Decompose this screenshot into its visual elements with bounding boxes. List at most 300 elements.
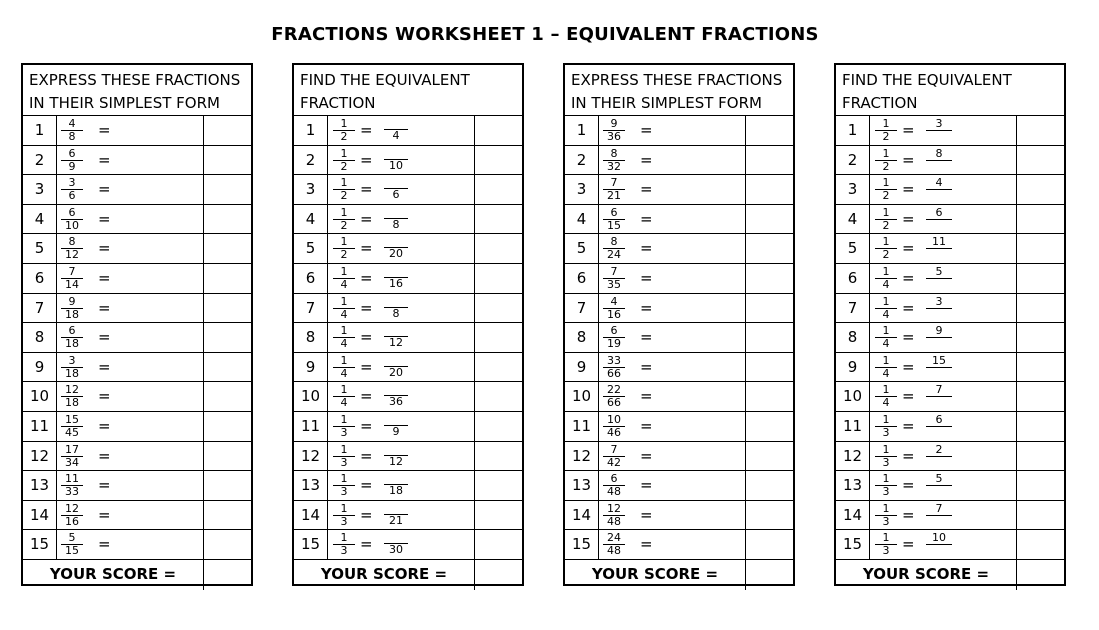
question-number: 2 [836,146,870,175]
numerator: 1 [875,323,897,338]
numerator: 1 [875,175,897,190]
score-row [836,560,1064,590]
target-denominator: 12 [389,336,403,350]
fraction [333,175,355,202]
heading-line-2: IN THEIR SIMPLEST FORM [29,94,220,112]
numerator: 7 [61,264,83,279]
answer-box[interactable] [745,530,793,559]
answer-box[interactable] [1016,205,1064,234]
numerator: 1 [333,234,355,249]
answer-box[interactable] [745,442,793,471]
answer-blank[interactable] [384,530,408,544]
equals-sign: = [902,416,915,435]
equals-sign: = [640,209,653,228]
answer-box[interactable] [745,323,793,352]
equals-sign: = [902,209,915,228]
answer-box[interactable] [474,264,522,293]
answer-box[interactable] [1016,234,1064,263]
answer-box[interactable] [1016,501,1064,530]
answer-blank[interactable] [384,323,408,337]
answer-box[interactable] [1016,294,1064,323]
answer-blank[interactable] [384,442,408,456]
answer-box[interactable] [1016,264,1064,293]
answer-box[interactable] [203,323,251,352]
answer-box[interactable] [474,471,522,500]
fraction [333,294,355,321]
denominator: 4 [882,337,890,351]
question-row [294,530,522,560]
numerator: 1 [875,501,897,516]
question-row [836,294,1064,324]
denominator: 10 [65,218,79,232]
question-row [565,175,793,205]
question-number: 1 [23,116,57,145]
answer-box[interactable] [1016,323,1064,352]
question-row [294,116,522,146]
answer-box[interactable] [474,382,522,411]
fraction [603,234,625,261]
answer-box[interactable] [474,323,522,352]
equals-sign: = [360,535,373,554]
numerator: 1 [875,205,897,220]
numerator: 1 [875,353,897,368]
numerator: 6 [603,323,625,338]
equals-sign: = [360,150,373,169]
score-box[interactable] [203,560,251,590]
equals-sign: = [640,357,653,376]
numerator: 1 [333,530,355,545]
answer-box[interactable] [474,175,522,204]
fraction [875,530,897,557]
answer-blank[interactable] [384,175,408,189]
answer-fraction [384,146,408,172]
answer-box[interactable] [745,412,793,441]
answer-blank[interactable] [384,116,408,130]
answer-blank[interactable] [384,146,408,160]
target-denominator: 21 [389,513,403,527]
answer-box[interactable] [745,146,793,175]
answer-box[interactable] [745,116,793,145]
numerator: 5 [61,530,83,545]
answer-blank[interactable] [384,382,408,396]
numerator: 7 [603,442,625,457]
answer-box[interactable] [474,353,522,382]
question-row [565,353,793,383]
numerator: 8 [603,146,625,161]
answer-box[interactable] [474,146,522,175]
answer-box[interactable] [474,501,522,530]
fraction [875,264,897,291]
denominator: 2 [340,130,348,143]
denominator: 48 [607,485,621,499]
equals-sign: = [902,357,915,376]
heading-line-1: EXPRESS THESE FRACTIONS [571,71,783,89]
answer-box[interactable] [203,501,251,530]
fraction [875,294,897,321]
answer-box[interactable] [745,175,793,204]
equals-sign: = [902,239,915,258]
answer-box[interactable] [745,471,793,500]
question-number: 2 [294,146,328,175]
target-denominator: 9 [392,424,400,438]
fraction [333,264,355,291]
denominator: 15 [607,218,621,232]
score-box[interactable] [745,560,793,590]
panel-heading [565,65,793,116]
answer-blank[interactable] [384,205,408,219]
question-number: 3 [23,175,57,204]
denominator: 16 [65,514,79,528]
question-row [836,323,1064,353]
question-row [565,412,793,442]
answer-box[interactable] [1016,116,1064,145]
answer-box[interactable] [745,234,793,263]
fraction [333,323,355,350]
question-row [565,205,793,235]
answer-box[interactable] [203,442,251,471]
fraction [875,501,897,528]
numerator: 7 [603,175,625,190]
answer-blank[interactable] [384,501,408,515]
equals-sign: = [98,357,111,376]
target-numerator: 3 [926,296,952,309]
question-row [23,323,251,353]
denominator: 4 [340,307,348,321]
question-number: 15 [565,530,599,559]
denominator: 6 [68,189,76,203]
answer-box[interactable] [1016,175,1064,204]
answer-box[interactable] [474,205,522,234]
numerator: 10 [603,412,625,427]
equals-sign: = [98,209,111,228]
answer-box[interactable] [745,382,793,411]
target-numerator: 9 [926,325,952,338]
target-denominator: 18 [389,484,403,498]
target-denominator: 16 [389,276,403,290]
question-row [836,353,1064,383]
fraction [61,501,83,528]
answer-fraction [384,501,408,527]
equals-sign: = [360,298,373,317]
denominator: 3 [340,425,348,439]
numerator: 1 [875,530,897,545]
equals-sign: = [640,239,653,258]
equals-sign: = [360,416,373,435]
question-number: 11 [565,412,599,441]
answer-box[interactable] [474,116,522,145]
answer-box[interactable] [203,116,251,145]
question-row [836,382,1064,412]
answer-box[interactable] [1016,353,1064,382]
heading-line-1: EXPRESS THESE FRACTIONS [29,71,241,89]
denominator: 19 [607,337,621,351]
fraction [603,353,625,380]
answer-blank[interactable] [384,353,408,367]
panel-simplify-1 [21,63,253,586]
equals-sign: = [98,180,111,199]
equals-sign: = [98,416,111,435]
question-number: 12 [294,442,328,471]
fraction [333,412,355,439]
numerator: 1 [875,412,897,427]
answer-box[interactable] [474,442,522,471]
fraction [603,382,625,409]
denominator: 18 [65,366,79,380]
question-number: 1 [836,116,870,145]
panel-equivalent-1 [292,63,524,586]
answer-fraction [384,175,408,201]
answer-box[interactable] [203,234,251,263]
heading-line-2: FRACTION [300,94,376,112]
question-row [836,234,1064,264]
answer-box[interactable] [745,501,793,530]
question-row [23,471,251,501]
fraction [61,442,83,469]
fraction [61,205,83,232]
question-number: 14 [836,501,870,530]
answer-blank[interactable] [384,234,408,248]
denominator: 16 [607,307,621,321]
score-label: YOUR SCORE = [49,564,177,583]
fraction [875,175,897,202]
panel-heading [23,65,251,116]
fraction [333,471,355,498]
fraction [603,323,625,350]
equals-sign: = [360,446,373,465]
target-numerator: 7 [926,503,952,516]
fraction [61,323,83,350]
question-row [23,205,251,235]
numerator: 6 [61,146,83,161]
target-numerator: 2 [926,444,952,457]
answer-box[interactable] [203,175,251,204]
fraction [61,116,83,143]
denominator: 4 [340,277,348,291]
answer-box[interactable] [203,471,251,500]
numerator: 1 [333,205,355,220]
denominator: 66 [607,396,621,410]
question-row [23,501,251,531]
answer-box[interactable] [474,294,522,323]
denominator: 42 [607,455,621,469]
fraction [61,412,83,439]
equals-sign: = [98,150,111,169]
heading-line-1: FIND THE EQUIVALENT [842,71,1012,89]
question-number: 6 [23,264,57,293]
question-number: 13 [294,471,328,500]
equals-sign: = [902,476,915,495]
question-number: 9 [565,353,599,382]
denominator: 9 [68,159,76,173]
answer-box[interactable] [745,205,793,234]
question-number: 7 [836,294,870,323]
fraction [333,234,355,261]
equals-sign: = [902,535,915,554]
denominator: 2 [340,159,348,173]
question-row [565,264,793,294]
fraction [875,323,897,350]
target-denominator: 36 [389,395,403,409]
fraction [61,530,83,557]
score-box[interactable] [1016,560,1064,590]
question-row [836,471,1064,501]
denominator: 3 [340,544,348,558]
question-row [565,146,793,176]
question-number: 9 [294,353,328,382]
question-row [565,501,793,531]
answer-box[interactable] [1016,471,1064,500]
equals-sign: = [360,239,373,258]
numerator: 12 [61,501,83,516]
answer-box[interactable] [1016,530,1064,559]
target-denominator: 6 [392,188,400,202]
answer-box[interactable] [1016,382,1064,411]
question-number: 15 [294,530,328,559]
answer-box[interactable] [474,234,522,263]
equals-sign: = [98,505,111,524]
question-number: 14 [565,501,599,530]
question-number: 10 [565,382,599,411]
answer-box[interactable] [203,264,251,293]
equals-sign: = [902,387,915,406]
fraction [333,146,355,173]
question-row [294,442,522,472]
equals-sign: = [640,121,653,139]
fraction [61,264,83,291]
question-number: 8 [294,323,328,352]
answer-box[interactable] [203,353,251,382]
numerator: 1 [875,116,897,131]
numerator: 7 [603,264,625,279]
equals-sign: = [640,328,653,347]
equals-sign: = [98,446,111,465]
denominator: 3 [340,455,348,469]
numerator: 4 [61,116,83,131]
target-numerator: 6 [926,207,952,220]
question-row [565,471,793,501]
question-row [294,471,522,501]
question-row [294,353,522,383]
question-number: 6 [836,264,870,293]
denominator: 4 [340,396,348,410]
question-number: 12 [836,442,870,471]
fraction [61,353,83,380]
panel-heading [836,65,1064,116]
denominator: 35 [607,277,621,291]
fraction [61,471,83,498]
question-row [565,323,793,353]
equals-sign: = [640,298,653,317]
fraction [875,442,897,469]
denominator: 2 [340,248,348,262]
denominator: 32 [607,159,621,173]
denominator: 18 [65,396,79,410]
question-row [565,234,793,264]
question-number: 10 [836,382,870,411]
numerator: 9 [61,294,83,309]
denominator: 21 [607,189,621,203]
answer-box[interactable] [1016,146,1064,175]
answer-fraction [384,471,408,497]
answer-box[interactable] [745,353,793,382]
numerator: 6 [603,205,625,220]
denominator: 4 [882,277,890,291]
equals-sign: = [902,268,915,287]
fraction [603,501,625,528]
numerator: 11 [61,471,83,486]
target-numerator: 5 [926,473,952,486]
question-row [23,146,251,176]
denominator: 4 [882,307,890,321]
question-row [836,175,1064,205]
answer-fraction [384,353,408,379]
answer-box[interactable] [203,205,251,234]
denominator: 3 [882,514,890,528]
score-box[interactable] [474,560,522,590]
question-number: 11 [836,412,870,441]
question-number: 9 [836,353,870,382]
answer-box[interactable] [203,412,251,441]
equals-sign: = [98,476,111,495]
answer-blank[interactable] [384,294,408,308]
denominator: 18 [65,307,79,321]
answer-blank[interactable] [384,264,408,278]
equals-sign: = [98,328,111,347]
equals-sign: = [360,387,373,406]
fraction [603,442,625,469]
answer-box[interactable] [203,530,251,559]
numerator: 3 [61,353,83,368]
question-row [23,412,251,442]
numerator: 1 [333,501,355,516]
question-row [294,264,522,294]
question-row [294,175,522,205]
fraction [333,353,355,380]
answer-box[interactable] [474,412,522,441]
answer-box[interactable] [745,264,793,293]
answer-box[interactable] [203,294,251,323]
answer-box[interactable] [1016,442,1064,471]
answer-box[interactable] [203,382,251,411]
equals-sign: = [640,150,653,169]
answer-box[interactable] [203,146,251,175]
equals-sign: = [360,505,373,524]
question-number: 8 [23,323,57,352]
question-row [23,530,251,560]
answer-blank[interactable] [384,412,408,426]
answer-fraction [384,234,408,260]
question-number: 2 [565,146,599,175]
fraction [875,471,897,498]
equals-sign: = [902,505,915,524]
answer-blank[interactable] [384,471,408,485]
question-number: 14 [23,501,57,530]
answer-fraction [384,205,408,231]
question-number: 4 [565,205,599,234]
numerator: 1 [875,264,897,279]
denominator: 2 [340,189,348,203]
equals-sign: = [360,357,373,376]
equals-sign: = [640,387,653,406]
answer-box[interactable] [745,294,793,323]
fraction [603,294,625,321]
answer-box[interactable] [474,530,522,559]
question-row [294,205,522,235]
question-number: 5 [23,234,57,263]
question-number: 4 [294,205,328,234]
fraction [875,412,897,439]
answer-box[interactable] [1016,412,1064,441]
